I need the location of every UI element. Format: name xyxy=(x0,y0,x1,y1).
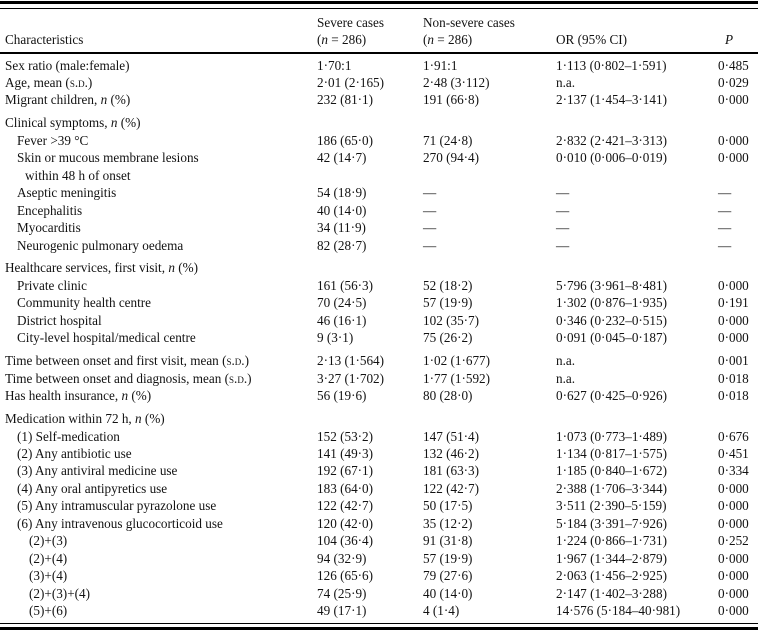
cell-nonsevere: 50 (17·5) xyxy=(423,498,473,514)
cell-or: 0·010 (0·006–0·019) xyxy=(556,150,667,166)
cell-characteristic xyxy=(0,114,317,131)
cell-or: 1·113 (0·802–1·591) xyxy=(556,57,667,73)
characteristic-label: (2)+(3) xyxy=(29,533,68,549)
table-row xyxy=(0,352,758,369)
cell-characteristic xyxy=(0,184,317,201)
cell-nonsevere: — xyxy=(423,202,437,218)
cell-p: 0·000 xyxy=(718,132,749,148)
table-row xyxy=(0,294,758,311)
cell-characteristic xyxy=(0,57,317,74)
characteristic-label: Age, mean (s.d.) xyxy=(5,74,93,90)
cell-or: 5·184 (3·391–7·926) xyxy=(556,515,667,531)
cell-p: 0·000 xyxy=(718,92,749,108)
cell-or xyxy=(556,259,718,276)
table-row xyxy=(0,550,758,567)
cell-characteristic xyxy=(0,387,317,404)
cell-characteristic xyxy=(0,202,317,219)
table-row xyxy=(0,277,758,294)
cell-characteristic xyxy=(0,219,317,236)
characteristic-label: (5)+(6) xyxy=(29,603,68,619)
cell-severe: 70 (24·5) xyxy=(317,295,367,311)
cell-nonsevere: 181 (63·3) xyxy=(423,463,480,479)
cell-or: 0·627 (0·425–0·926) xyxy=(556,388,667,404)
cell-p: 0·001 xyxy=(718,353,749,369)
cell-nonsevere: 1·91:1 xyxy=(423,57,458,73)
cell-or: — xyxy=(556,237,570,253)
table-row xyxy=(0,602,758,619)
col-header-p-label: P xyxy=(725,31,734,47)
cell-characteristic xyxy=(0,370,317,387)
cell-or: 1·185 (0·840–1·672) xyxy=(556,463,667,479)
cell-characteristic xyxy=(0,532,317,549)
cell-or: 1·134 (0·817–1·575) xyxy=(556,446,667,462)
characteristic-label: (2)+(3)+(4) xyxy=(29,585,91,601)
cell-characteristic xyxy=(0,277,317,294)
characteristic-label: Sex ratio (male:female) xyxy=(5,57,130,73)
cell-p: 0·000 xyxy=(718,515,749,531)
cell-severe: 56 (19·6) xyxy=(317,388,367,404)
cell-or: 5·796 (3·961–8·481) xyxy=(556,277,667,293)
characteristic-label: Community health centre xyxy=(17,295,152,311)
cell-characteristic xyxy=(0,497,317,514)
cell-severe: 40 (14·0) xyxy=(317,202,367,218)
cell-or: 2·832 (2·421–3·313) xyxy=(556,132,667,148)
table-row xyxy=(0,329,758,346)
cell-severe: 2·01 (2·165) xyxy=(317,74,385,90)
cell-nonsevere: 91 (31·8) xyxy=(423,533,473,549)
table-row xyxy=(0,567,758,584)
cell-p: 0·000 xyxy=(718,312,749,328)
cell-or: 0·346 (0·232–0·515) xyxy=(556,312,667,328)
cell-characteristic xyxy=(0,480,317,497)
cell-severe: 183 (64·0) xyxy=(317,480,374,496)
characteristic-label: Aseptic meningitis xyxy=(17,185,117,201)
cell-or: 3·511 (2·390–5·159) xyxy=(556,498,667,514)
cell-nonsevere: — xyxy=(423,185,437,201)
table-header xyxy=(0,9,758,52)
cell-or: 1·967 (1·344–2·879) xyxy=(556,550,667,566)
col-header-characteristics xyxy=(0,31,317,48)
table-row xyxy=(0,259,758,276)
cell-nonsevere: 122 (42·7) xyxy=(423,480,480,496)
cell-nonsevere: 4 (1·4) xyxy=(423,603,460,619)
cell-p: 0·000 xyxy=(718,330,749,346)
cell-p: 0·451 xyxy=(718,446,749,462)
cell-severe: 74 (25·9) xyxy=(317,585,367,601)
cell-nonsevere: 79 (27·6) xyxy=(423,568,473,584)
cell-p: 0·676 xyxy=(718,428,749,444)
characteristic-label: Neurogenic pulmonary oedema xyxy=(17,237,184,253)
cell-characteristic xyxy=(0,602,317,619)
cell-severe: 120 (42·0) xyxy=(317,515,374,531)
cell-or: 1·073 (0·773–1·489) xyxy=(556,428,667,444)
cell-characteristic xyxy=(0,567,317,584)
cell-p: — xyxy=(718,237,732,253)
characteristic-label: Myocarditis xyxy=(17,220,81,236)
table-row xyxy=(0,370,758,387)
table-row xyxy=(0,387,758,404)
cell-nonsevere: — xyxy=(423,220,437,236)
cell-severe: 192 (67·1) xyxy=(317,463,374,479)
cell-p: 0·000 xyxy=(718,277,749,293)
cell-nonsevere: 147 (51·4) xyxy=(423,428,480,444)
table-row xyxy=(0,532,758,549)
cell-characteristic xyxy=(0,410,317,427)
cell-or: n.a. xyxy=(556,353,576,369)
cell-characteristic xyxy=(0,428,317,445)
cell-severe: 46 (16·1) xyxy=(317,312,367,328)
cell-nonsevere xyxy=(423,410,556,427)
cell-severe: 104 (36·4) xyxy=(317,533,374,549)
cell-severe: 126 (65·6) xyxy=(317,568,374,584)
table-row xyxy=(0,585,758,602)
col-header-or xyxy=(556,31,718,48)
cell-nonsevere: 71 (24·8) xyxy=(423,132,473,148)
cell-severe: 232 (81·1) xyxy=(317,92,374,108)
table-row xyxy=(0,428,758,445)
cell-characteristic xyxy=(0,294,317,311)
cell-severe xyxy=(317,114,423,131)
cell-nonsevere xyxy=(423,259,556,276)
col-header-nonsevere xyxy=(423,14,556,48)
cell-p xyxy=(718,114,758,131)
cell-severe: 141 (49·3) xyxy=(317,446,374,462)
characteristic-label: Skin or mucous membrane lesions xyxy=(17,150,199,166)
table-row xyxy=(0,57,758,74)
characteristic-label: (1) Self-medication xyxy=(17,428,120,444)
characteristic-label: (3) Any antiviral medicine use xyxy=(17,463,178,479)
cell-or: n.a. xyxy=(556,74,576,90)
cell-nonsevere: 75 (26·2) xyxy=(423,330,473,346)
cell-severe: 42 (14·7) xyxy=(317,150,367,166)
cell-or: 2·063 (1·456–2·925) xyxy=(556,568,667,584)
col-header-severe xyxy=(317,14,423,48)
characteristic-label: District hospital xyxy=(17,312,102,328)
cell-characteristic xyxy=(0,132,317,149)
cell-nonsevere xyxy=(423,114,556,131)
table-row xyxy=(0,237,758,254)
table-row xyxy=(0,219,758,236)
col-header-severe-line2: (n = 286) xyxy=(317,31,367,47)
col-header-p xyxy=(718,31,758,48)
cell-nonsevere: 40 (14·0) xyxy=(423,585,473,601)
cell-characteristic xyxy=(0,585,317,602)
table-row xyxy=(0,74,758,91)
characteristic-label: (6) Any intravenous glucocorticoid use xyxy=(17,515,223,531)
characteristic-label: Healthcare services, first visit, n (%) xyxy=(5,260,198,276)
characteristic-label: Fever >39 °C xyxy=(17,132,89,148)
cell-characteristic xyxy=(0,550,317,567)
bottom-double-rule xyxy=(0,623,758,631)
table-row xyxy=(0,184,758,201)
characteristic-label: (4) Any oral antipyretics use xyxy=(17,480,168,496)
cell-p: 0·000 xyxy=(718,498,749,514)
table-row xyxy=(0,480,758,497)
cell-characteristic xyxy=(0,352,317,369)
cell-severe: 161 (56·3) xyxy=(317,277,374,293)
cell-nonsevere: 270 (94·4) xyxy=(423,150,480,166)
characteristic-label: Clinical symptoms, n (%) xyxy=(5,115,141,131)
cell-nonsevere: 1·77 (1·592) xyxy=(423,370,491,386)
cell-or: 2·147 (1·402–3·288) xyxy=(556,585,667,601)
table-row xyxy=(0,114,758,131)
cell-characteristic xyxy=(0,515,317,532)
cell-severe xyxy=(317,259,423,276)
table-row xyxy=(0,91,758,108)
cell-nonsevere: 80 (28·0) xyxy=(423,388,473,404)
cell-nonsevere: 57 (19·9) xyxy=(423,295,473,311)
cell-or: 1·302 (0·876–1·935) xyxy=(556,295,667,311)
cell-or xyxy=(556,114,718,131)
cell-p: — xyxy=(718,185,732,201)
col-header-nonsevere-line2: (n = 286) xyxy=(423,31,473,47)
cell-nonsevere: — xyxy=(423,237,437,253)
table-row xyxy=(0,149,758,184)
cell-p xyxy=(718,259,758,276)
cell-nonsevere: 1·02 (1·677) xyxy=(423,353,491,369)
cell-characteristic xyxy=(0,91,317,108)
cell-p xyxy=(718,410,758,427)
cell-characteristic xyxy=(0,149,317,184)
cell-nonsevere: 52 (18·2) xyxy=(423,277,473,293)
cell-severe: 94 (32·9) xyxy=(317,550,367,566)
cell-nonsevere: 191 (66·8) xyxy=(423,92,480,108)
cell-p: 0·000 xyxy=(718,150,749,166)
cell-p: 0·334 xyxy=(718,463,749,479)
characteristic-label: Encephalitis xyxy=(17,202,83,218)
cell-nonsevere: 35 (12·2) xyxy=(423,515,473,531)
cell-characteristic xyxy=(0,312,317,329)
table-row xyxy=(0,515,758,532)
characteristic-label: (2)+(4) xyxy=(29,550,68,566)
cell-characteristic xyxy=(0,329,317,346)
cell-severe: 122 (42·7) xyxy=(317,498,374,514)
cell-severe: 49 (17·1) xyxy=(317,603,367,619)
cell-or: n.a. xyxy=(556,370,576,386)
characteristic-label: Has health insurance, n (%) xyxy=(5,388,152,404)
cell-p: 0·000 xyxy=(718,585,749,601)
table-row xyxy=(0,410,758,427)
table-row xyxy=(0,132,758,149)
cell-p: 0·000 xyxy=(718,568,749,584)
cell-characteristic xyxy=(0,259,317,276)
cell-or: 14·576 (5·184–40·981) xyxy=(556,603,681,619)
cell-severe: 82 (28·7) xyxy=(317,237,367,253)
cell-characteristic xyxy=(0,74,317,91)
table-body xyxy=(0,54,758,620)
cell-or: 1·224 (0·866–1·731) xyxy=(556,533,667,549)
cell-p: 0·000 xyxy=(718,603,749,619)
cell-severe xyxy=(317,410,423,427)
cell-p: — xyxy=(718,220,732,236)
col-header-severe-line1: Severe cases xyxy=(317,14,384,30)
cell-p: — xyxy=(718,202,732,218)
cell-p: 0·000 xyxy=(718,550,749,566)
cell-or: — xyxy=(556,185,570,201)
cell-p: 0·485 xyxy=(718,57,749,73)
cell-p: 0·029 xyxy=(718,74,749,90)
cell-or: 0·091 (0·045–0·187) xyxy=(556,330,667,346)
cell-nonsevere: 132 (46·2) xyxy=(423,446,480,462)
cell-or: — xyxy=(556,220,570,236)
cell-p: 0·018 xyxy=(718,370,749,386)
table-row xyxy=(0,497,758,514)
characteristic-label: (5) Any intramuscular pyrazolone use xyxy=(17,498,217,514)
cell-p: 0·252 xyxy=(718,533,749,549)
cell-nonsevere: 2·48 (3·112) xyxy=(423,74,490,90)
characteristic-label: Private clinic xyxy=(17,277,87,293)
col-header-nonsevere-line1: Non-severe cases xyxy=(423,14,515,30)
cell-or: — xyxy=(556,202,570,218)
table-row xyxy=(0,202,758,219)
cell-characteristic xyxy=(0,462,317,479)
table-row xyxy=(0,445,758,462)
col-header-or-label: OR (95% CI) xyxy=(556,31,628,47)
cell-severe: 1·70:1 xyxy=(317,57,352,73)
cell-nonsevere: 57 (19·9) xyxy=(423,550,473,566)
cell-characteristic xyxy=(0,237,317,254)
cell-characteristic xyxy=(0,445,317,462)
cell-severe: 152 (53·2) xyxy=(317,428,374,444)
characteristic-label: City-level hospital/medical centre xyxy=(17,330,196,346)
characteristic-label: (2) Any antibiotic use xyxy=(17,446,132,462)
characteristic-label: Migrant children, n (%) xyxy=(5,92,131,108)
table-row xyxy=(0,462,758,479)
characteristic-label: Time between onset and first visit, mean (s.d.) xyxy=(5,353,249,369)
characteristic-label: Time between onset and diagnosis, mean (s.d.) xyxy=(5,370,252,386)
cell-or xyxy=(556,410,718,427)
top-double-rule xyxy=(0,1,758,9)
cell-severe: 2·13 (1·564) xyxy=(317,353,385,369)
cell-p: 0·000 xyxy=(718,480,749,496)
cell-severe: 34 (11·9) xyxy=(317,220,366,236)
cell-severe: 9 (3·1) xyxy=(317,330,354,346)
cell-p: 0·018 xyxy=(718,388,749,404)
table-row xyxy=(0,312,758,329)
cell-nonsevere: 102 (35·7) xyxy=(423,312,480,328)
characteristic-label: (3)+(4) xyxy=(29,568,68,584)
characteristic-label-continuation: within 48 h of onset xyxy=(25,167,131,183)
cell-or: 2·137 (1·454–3·141) xyxy=(556,92,667,108)
col-header-characteristics-label: Characteristics xyxy=(5,31,84,47)
cell-p: 0·191 xyxy=(718,295,749,311)
cell-severe: 54 (18·9) xyxy=(317,185,367,201)
cell-severe: 186 (65·0) xyxy=(317,132,374,148)
characteristic-label: Medication within 72 h, n (%) xyxy=(5,411,165,427)
cell-severe: 3·27 (1·702) xyxy=(317,370,385,386)
cell-or: 2·388 (1·706–3·344) xyxy=(556,480,667,496)
